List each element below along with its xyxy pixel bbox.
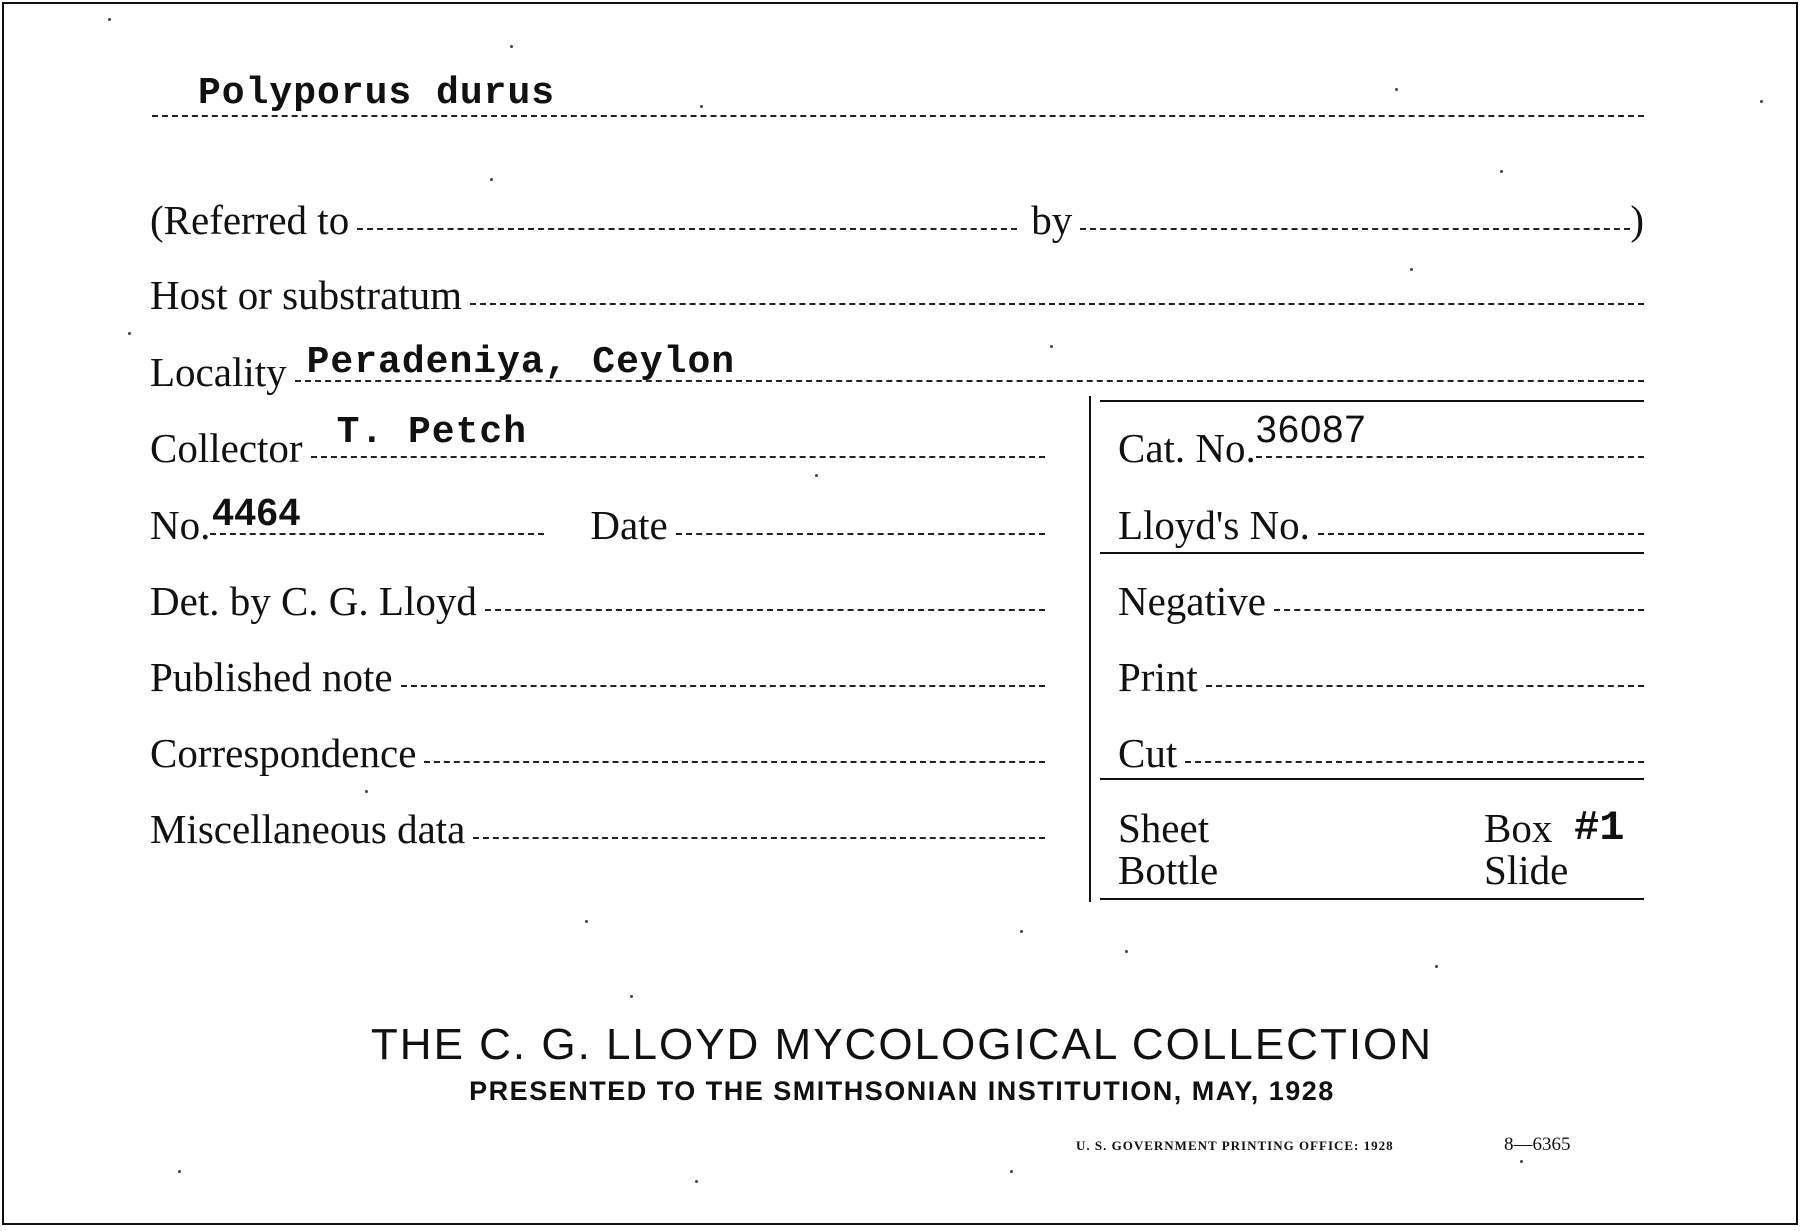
speck bbox=[1010, 1170, 1013, 1173]
species-line bbox=[152, 114, 1644, 117]
print-line bbox=[1206, 684, 1644, 687]
speck bbox=[178, 1170, 181, 1173]
speck bbox=[490, 178, 493, 181]
lloyds-label: Lloyd's No. bbox=[1118, 502, 1310, 548]
referred-to-line bbox=[357, 227, 1017, 230]
slide-label: Slide bbox=[1484, 847, 1569, 893]
cut-row bbox=[1118, 730, 1644, 776]
negative-label: Negative bbox=[1118, 578, 1266, 624]
print-row bbox=[1118, 654, 1644, 700]
speck bbox=[128, 332, 131, 335]
speck bbox=[1520, 1160, 1523, 1163]
collector-label: Collector bbox=[150, 425, 303, 471]
speck bbox=[108, 18, 111, 21]
cat-row bbox=[1118, 409, 1644, 471]
right-box-border bbox=[1089, 396, 1091, 902]
lloyds-line bbox=[1318, 532, 1644, 535]
form-number: 8—6365 bbox=[1504, 1134, 1571, 1155]
cut-label: Cut bbox=[1118, 730, 1178, 776]
misc-row bbox=[150, 806, 1045, 852]
locality-row bbox=[150, 341, 1644, 395]
species-row bbox=[152, 72, 1644, 162]
speck bbox=[1050, 345, 1053, 348]
cat-line bbox=[1256, 455, 1644, 458]
number-value: 4464 bbox=[212, 492, 301, 534]
host-line bbox=[470, 302, 1644, 305]
misc-line bbox=[473, 836, 1045, 839]
published-line bbox=[401, 684, 1045, 687]
printer-note: U. S. GOVERNMENT PRINTING OFFICE: 1928 bbox=[1076, 1138, 1394, 1153]
box-label: Box bbox=[1484, 805, 1553, 851]
right-box-rule-2 bbox=[1100, 778, 1644, 780]
collection-title: THE C. G. LLOYD MYCOLOGICAL COLLECTION bbox=[370, 1020, 1434, 1069]
correspondence-row bbox=[150, 730, 1045, 776]
det-line bbox=[485, 608, 1045, 611]
locality-label: Locality bbox=[150, 349, 287, 395]
speck bbox=[585, 920, 588, 923]
speck bbox=[1020, 930, 1023, 933]
speck bbox=[1500, 170, 1503, 173]
collector-field bbox=[303, 411, 1045, 462]
published-label: Published note bbox=[150, 654, 393, 700]
species-value: Polyporus durus bbox=[198, 72, 556, 115]
locality-value: Peradeniya, Ceylon bbox=[306, 341, 736, 384]
negative-line bbox=[1274, 608, 1644, 611]
date-label: Date bbox=[590, 502, 668, 548]
number-date-row bbox=[150, 492, 1045, 548]
speck bbox=[1125, 950, 1128, 953]
collector-line bbox=[311, 455, 1045, 458]
speck bbox=[1760, 100, 1763, 103]
det-row bbox=[150, 578, 1045, 624]
det-label: Det. by C. G. Lloyd bbox=[150, 578, 477, 624]
cat-field bbox=[1255, 409, 1644, 462]
collector-row bbox=[150, 411, 1045, 471]
species-field bbox=[152, 72, 1644, 121]
locality-line bbox=[295, 379, 1644, 382]
speck bbox=[630, 995, 633, 998]
collector-value: T. Petch bbox=[336, 411, 528, 454]
referred-to-label: (Referred to bbox=[150, 197, 350, 243]
speck bbox=[815, 474, 818, 477]
correspondence-line bbox=[424, 760, 1045, 763]
by-label: by bbox=[1031, 197, 1073, 243]
negative-row bbox=[1118, 578, 1644, 624]
lloyds-row bbox=[1118, 502, 1644, 548]
date-line bbox=[676, 532, 1045, 535]
print-label: Print bbox=[1118, 654, 1198, 700]
cut-line bbox=[1185, 760, 1644, 763]
speck bbox=[1410, 268, 1413, 271]
speck bbox=[1435, 965, 1438, 968]
speck bbox=[1395, 88, 1398, 91]
cat-label: Cat. No. bbox=[1118, 425, 1256, 471]
sheet-label: Sheet bbox=[1118, 805, 1210, 851]
published-row bbox=[150, 654, 1045, 700]
by-line bbox=[1080, 227, 1630, 230]
host-label: Host or substratum bbox=[150, 272, 463, 318]
speck bbox=[700, 105, 703, 108]
box-value: #1 bbox=[1574, 804, 1625, 852]
cat-value: 36087 bbox=[1255, 409, 1367, 451]
locality-field bbox=[287, 341, 1644, 386]
speck bbox=[695, 1180, 698, 1183]
right-box-bottom-rule bbox=[1100, 898, 1644, 900]
host-row bbox=[150, 272, 1644, 318]
collection-subtitle: PRESENTED TO THE SMITHSONIAN INSTITUTION, MAY, 1928 bbox=[469, 1076, 1335, 1106]
right-box-top-rule bbox=[1100, 400, 1644, 402]
misc-label: Miscellaneous data bbox=[150, 806, 466, 852]
correspondence-label: Correspondence bbox=[150, 730, 417, 776]
speck bbox=[510, 45, 513, 48]
right-box-rule-1 bbox=[1100, 552, 1644, 554]
bottle-label: Bottle bbox=[1118, 847, 1219, 893]
close-paren: ) bbox=[1630, 197, 1644, 243]
number-field bbox=[210, 492, 544, 539]
referred-row bbox=[150, 197, 1644, 243]
speck bbox=[365, 790, 368, 793]
number-line bbox=[210, 532, 544, 535]
number-label: No. bbox=[150, 502, 211, 548]
